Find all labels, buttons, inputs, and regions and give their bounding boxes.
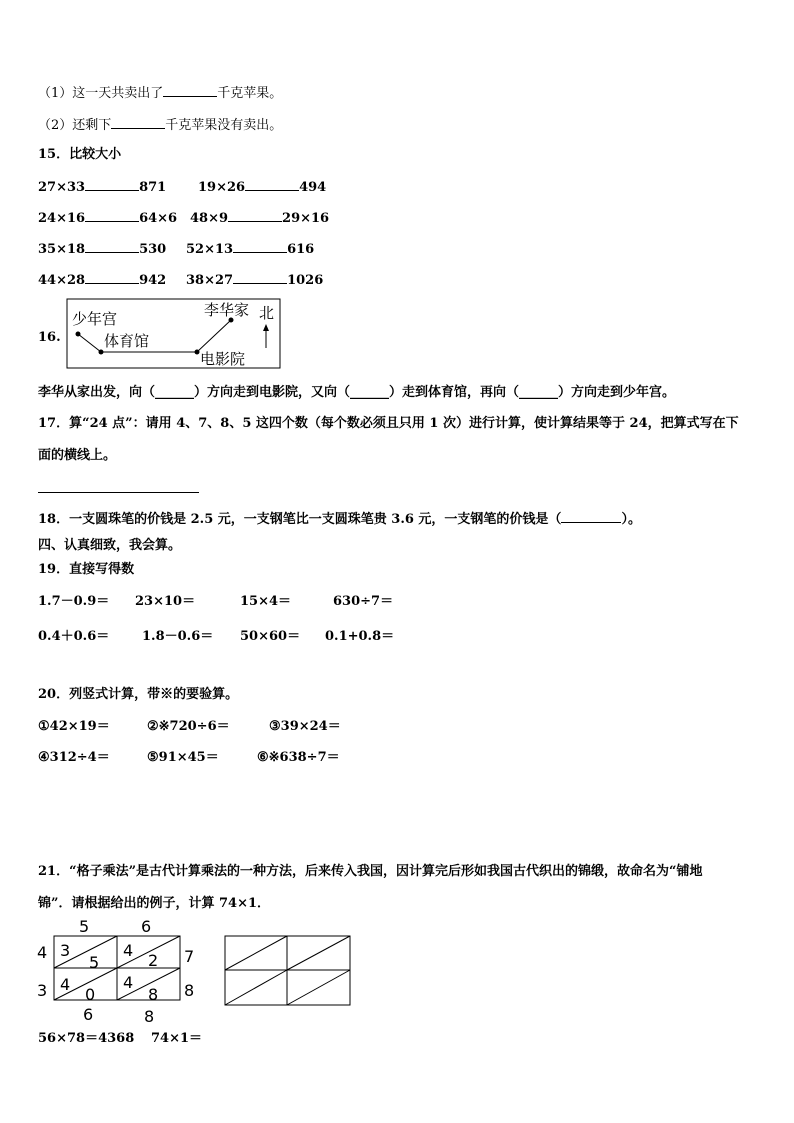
q19-item: 0.1+0.8＝ [325, 629, 395, 644]
lattice-cell-digit: 0 [85, 985, 96, 1004]
lattice-cell-digit: 4 [123, 973, 134, 992]
lattice-bottom-digit: 6 [83, 1005, 94, 1024]
q20-item: ②※720÷6＝ [147, 719, 230, 734]
q19-item: 50×60＝ [240, 629, 301, 644]
lattice-diagonal [225, 936, 287, 970]
answer-blank[interactable] [228, 209, 282, 222]
lattice-task-grid[interactable] [223, 935, 353, 1007]
q19-item: 630÷7＝ [333, 594, 394, 609]
label-north: 北 [259, 304, 275, 322]
q21-task-result: 74×1＝ [151, 1031, 203, 1046]
lattice-left-digit: 4 [37, 943, 48, 962]
q21-line1: 21．“格子乘法”是古代计算乘法的一种方法，后来传入我国，因计算完后形如我国古代织出的锦缎，故命名为“铺地 [38, 864, 703, 879]
q21-line2: 锦”．请根据给出的例子，计算 74×1． [38, 896, 271, 911]
lattice-left-digit: 3 [37, 981, 48, 1000]
q17-answer-line[interactable] [38, 492, 199, 493]
lattice-cell-digit: 8 [148, 985, 159, 1004]
q17-line1: 17．算“24 点”：请用 4、7、8、5 这四个数（每个数必须且只用 1 次）进行计算，使计算结果等于 24，把算式写在下 [38, 416, 739, 431]
lattice-diagonal [287, 936, 350, 970]
q19-title: 19．直接写得数 [38, 562, 135, 577]
q15-row4-right: 38×27 1026 [186, 273, 324, 288]
q15-title: 15．比较大小 [38, 147, 122, 162]
q20-title: 20．列竖式计算，带※的要验算。 [38, 687, 239, 702]
q15-row3-right: 52×13 616 [186, 242, 315, 257]
lattice-example-grid [34, 916, 204, 1028]
q21-example-result: 56×78＝4368 [38, 1031, 135, 1046]
q19-item: 15×4＝ [240, 594, 292, 609]
lattice-bottom-digit: 8 [144, 1007, 155, 1026]
q14-sub1: （1）这一天共卖出了 千克苹果。 [38, 86, 283, 101]
q19-item: 1.7－0.9＝ [38, 594, 110, 609]
cinema-point [195, 350, 200, 355]
q20-item: ⑤91×45＝ [147, 750, 219, 765]
answer-blank[interactable] [233, 271, 287, 284]
lattice-cell-digit: 3 [60, 941, 71, 960]
q15-row1-right: 19×26 494 [198, 180, 327, 195]
q15-row2-right: 48×9 29×16 [190, 211, 330, 226]
q15-row2-left: 24×16 64×6 [38, 211, 178, 226]
q20-item: ④312÷4＝ [38, 750, 110, 765]
lattice-top-digit: 5 [79, 917, 90, 936]
lattice-right-digit: 7 [184, 947, 195, 966]
lattice-cell-digit: 4 [123, 941, 134, 960]
q18-text: 18．一支圆珠笔的价钱是 2.5 元，一支钢笔比一支圆珠笔贵 3.6 元，一支钢笔的价钱是（ ）。 [38, 512, 641, 527]
lattice-cell-digit: 5 [89, 953, 100, 972]
q16-sentence: 李华从家出发，向（______）方向走到电影院，又向（______）走到体育馆，再向（______）方向走到少年宫。 [38, 385, 676, 400]
lattice-cell-digit: 4 [60, 975, 71, 994]
q17-line2: 面的横线上。 [38, 448, 117, 463]
answer-blank[interactable] [163, 84, 217, 97]
gym-point [99, 350, 104, 355]
q19-item: 0.4＋0.6＝ [38, 629, 110, 644]
label-gym: 体育馆 [104, 332, 150, 350]
label-lihua-home: 李华家 [204, 301, 250, 319]
q20-item: ③39×24＝ [269, 719, 341, 734]
answer-blank[interactable] [111, 116, 165, 129]
q15-row3-left: 35×18 530 [38, 242, 167, 257]
north-arrow-icon [263, 324, 269, 331]
answer-blank[interactable] [245, 178, 299, 191]
lattice-top-digit: 6 [141, 917, 152, 936]
answer-blank[interactable] [233, 240, 287, 253]
answer-blank[interactable] [85, 209, 139, 222]
lattice-diagonal [287, 970, 350, 1005]
q16-number: 16. [38, 330, 61, 345]
label-cinema: 电影院 [200, 350, 246, 368]
youth-palace-point [76, 332, 81, 337]
lattice-cell-digit: 2 [148, 951, 159, 970]
q19-item: 1.8－0.6＝ [142, 629, 214, 644]
answer-blank[interactable] [85, 178, 139, 191]
q15-row1-left: 27×33 871 [38, 180, 167, 195]
answer-blank[interactable] [85, 240, 139, 253]
q20-item: ⑥※638÷7＝ [257, 750, 340, 765]
q19-item: 23×10＝ [135, 594, 196, 609]
answer-blank[interactable] [561, 510, 621, 523]
answer-blank[interactable] [85, 271, 139, 284]
lattice-diagonal [225, 970, 287, 1005]
q16-route-map [66, 298, 282, 370]
q14-sub2: （2）还剩下 千克苹果没有卖出。 [38, 118, 283, 133]
q15-row4-left: 44×28 942 [38, 273, 167, 288]
label-youth-palace: 少年宫 [72, 310, 118, 328]
section4-title: 四、认真细致，我会算。 [38, 538, 182, 553]
q20-item: ①42×19＝ [38, 719, 110, 734]
lattice-right-digit: 8 [184, 981, 195, 1000]
